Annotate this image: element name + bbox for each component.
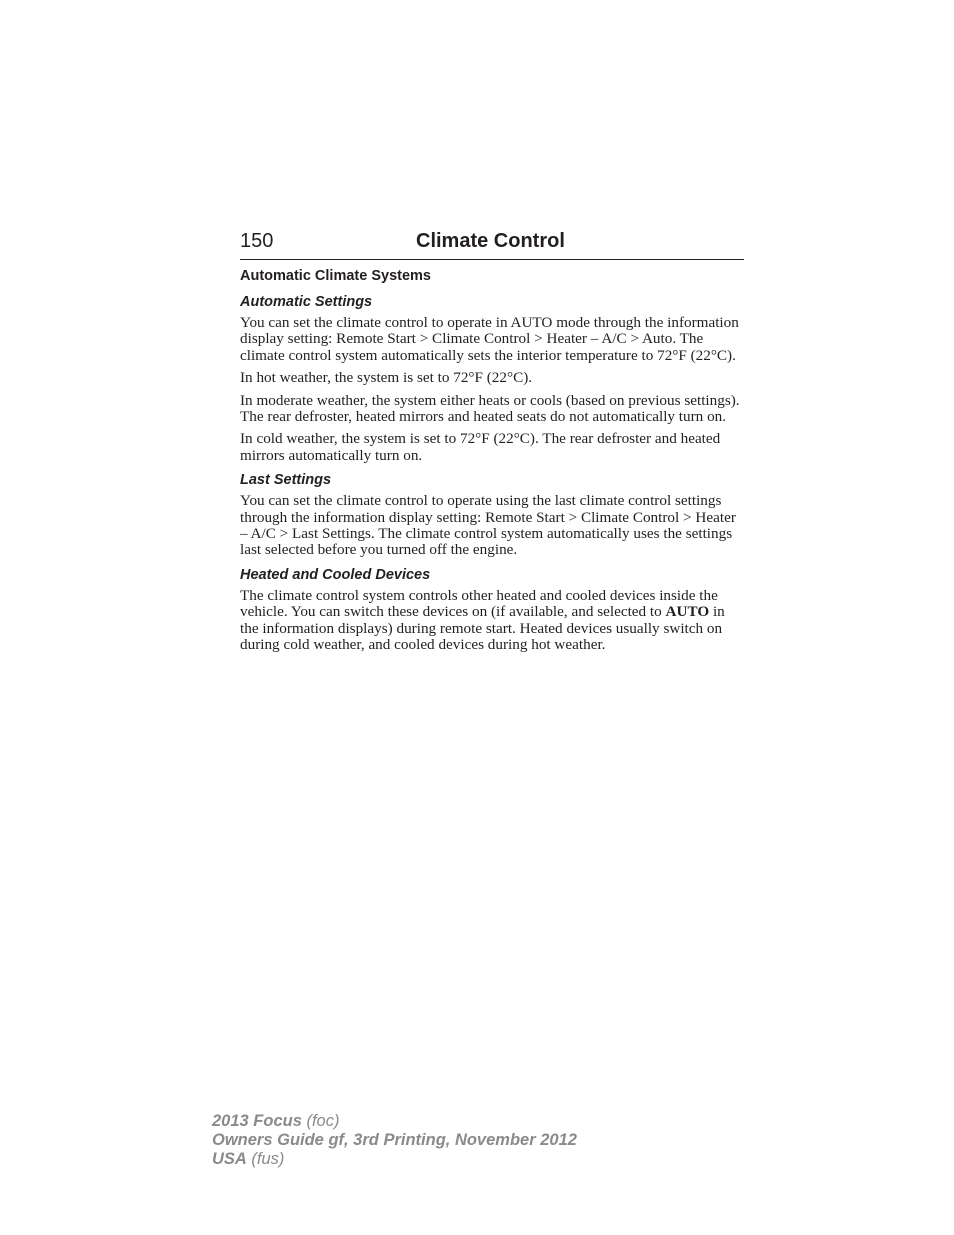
automatic-settings-paragraph-3: In moderate weather, the system either heats or cools (based on previous settings). The rear defroster, heated mirrors and heated seats do not automatically turn on. [240,391,740,426]
heated-cooled-text-after: in the information displays) during remote start. Heated devices usually switch on during cold weather, and cooled devices during hot weather. [240,603,725,654]
footer-market: USA [212,1150,247,1168]
heated-cooled-paragraph [240,588,744,654]
page-number: 150 [240,230,274,252]
heated-cooled-text-before: The climate control system controls other heated and cooled devices inside the vehicle. You can switch these devices on (if available, and selected to [240,586,718,621]
auto-keyword: AUTO [665,603,710,621]
footer-line-1 [212,1112,577,1131]
footer-line-2 [212,1131,577,1150]
footer-model-code: (foc) [301,1112,340,1130]
footer-market-code: (fus) [246,1150,285,1168]
footer-line-3 [212,1150,577,1169]
last-settings-paragraph-1: You can set the climate control to operate using the last climate control settings through the information display setting: Remote Start > Climate Control > Heater – A/C > Last Settings. The climate control system automatically uses the settings last selected before you turned off the engine. [240,492,736,559]
page-footer [212,1112,577,1169]
footer-model: 2013 Focus [212,1112,302,1130]
automatic-settings-paragraph-2: In hot weather, the system is set to 72°F (22°C). [240,369,533,387]
page-header [240,228,744,260]
last-settings-heading: Last Settings [240,472,332,489]
automatic-settings-paragraph-1: You can set the climate control to operate in AUTO mode through the information display setting: Remote Start > Climate Control > Heater – A/C > Auto. The climate control system automatically sets the interior temperature to 72°F (22°C). [240,314,739,364]
heated-cooled-heading: Heated and Cooled Devices [240,566,431,583]
automatic-settings-paragraph-4: In cold weather, the system is set to 72°F (22°C). The rear defroster and heated mirrors automatically turn on. [240,430,721,464]
page-content [240,266,744,660]
section-heading: Automatic Climate Systems [240,268,431,284]
chapter-title: Climate Control [416,230,565,252]
footer-printing: Owners Guide gf, 3rd Printing, November 2012 [212,1131,577,1149]
automatic-settings-heading: Automatic Settings [240,294,373,310]
